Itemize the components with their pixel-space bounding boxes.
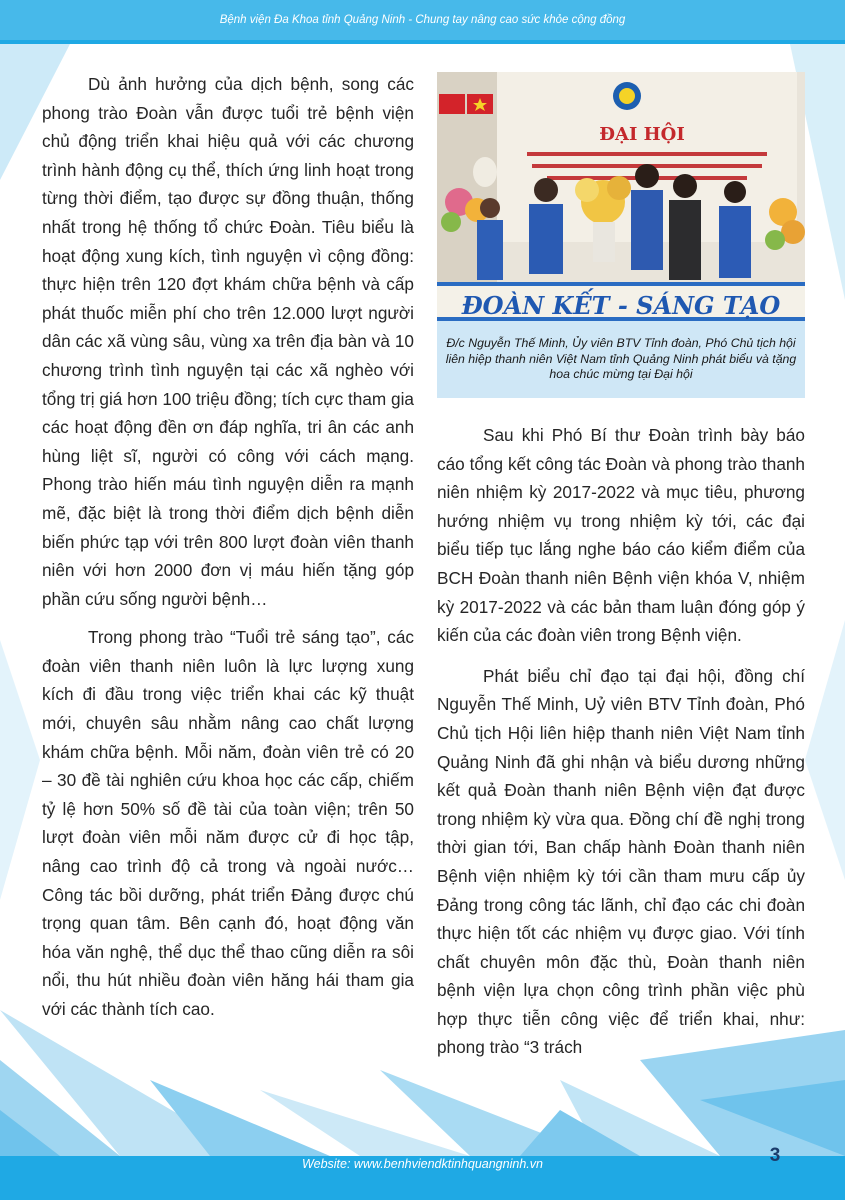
photo-banner-title: ĐẠI HỘI	[599, 124, 685, 145]
header-bar	[0, 0, 845, 44]
page-number: 3	[769, 1145, 781, 1166]
right-paragraph-2: Phát biểu chỉ đạo tại đại hội, đồng chí Nguyễn Thế Minh, Uỷ viên BTV Tỉnh đoàn, Phó Chủ tịch Hội liên hiệp thanh niên Việt Nam tỉnh Quảng Ninh đã ghi nhận và biểu dương những kết quả Đoàn thanh niên Bệnh viện đạt được trong nhiệm kỳ vừa qua. Đồng chí đề nghị trong thời gian tới, Ban chấp hành Đoàn thanh niên Bệnh viện nhiệm kỳ tới cần tham mưu cấp ủy Đảng trong công tác lãnh, chỉ đạo các chi đoàn thực hiện tốt các nhiệm vụ được giao. Với tính chất chuyên môn đặc thù, Đoàn thanh niên bệnh viện lựa chọn công trình phần việc phù hợp thực tiễn công việc để triển khai, như: phong trào “3 trách	[437, 665, 805, 1058]
left-paragraph-1: Dù ảnh hưởng của dịch bệnh, song các phong trào Đoàn vẫn được tuổi trẻ bệnh viện chủ động triển khai hiệu quả với các chương trình hành động cụ thể, thích ứng linh hoạt trong từng thời điểm, tạo được sự đồng thuận, thống nhất trong hệ thống tổ chức Đoàn. Tiêu biểu là hoạt động xung kích, tình nguyện vì cộng đồng: thực hiện trên 120 đợt khám chữa bệnh và cấp phát thuốc miễn phí cho trên 12.000 lượt người dân các xã vùng sâu, vùng xa trên địa bàn và 10 chương trình tình nguyện tại các xã nghèo với tổng trị giá hơn 100 triệu đồng; tích cực tham gia các hoạt động đền ơn đáp nghĩa, tri ân các anh hùng liệt sĩ, người có công với cách mạng. Phong trào hiến máu tình nguyện diễn ra mạnh mẽ, đặc biệt là trong thời điểm dịch bệnh diễn biến phức tạp với trên 800 lượt đoàn viên thanh niên với hơn 2000 đơn vị máu hiến tặng góp phần cứu sống người bệnh…	[42, 74, 414, 609]
header-inner	[0, 0, 845, 40]
right-column	[437, 421, 805, 1062]
photo-caption-text: Đ/c Nguyễn Thế Minh, Ủy viên BTV Tỉnh đoàn, Phó Chủ tịch hội liên hiệp thanh niên Việt Nam tỉnh Quảng Ninh phát biểu và tặng hoa chúc mừng tại Đại hội	[445, 336, 797, 382]
footer-website[interactable]: Website: www.benhviendktinhquangninh.vn	[302, 1157, 543, 1171]
photo-caption	[437, 321, 805, 398]
header-title: Bệnh viện Đa Khoa tỉnh Quảng Ninh - Chung tay nâng cao sức khỏe cộng đồng	[219, 14, 626, 26]
right-paragraph-1: Sau khi Phó Bí thư Đoàn trình bày báo cáo tổng kết công tác Đoàn và phong trào thanh niên nhiệm kỳ 2017-2022 và mục tiêu, phương hướng nhiệm vụ trong nhiệm kỳ tới, các đại biểu tiếp tục lắng nghe báo cáo kiểm điểm của BCH Đoàn thanh niên Bệnh viện khóa V, nhiệm kỳ 2017-2022 và các bản tham luận đóng góp ý kiến của các đoàn viên trong Bệnh viện.	[437, 425, 805, 646]
event-photo	[437, 72, 805, 321]
event-photo-icon	[437, 72, 805, 321]
photo-bottom-banner: ĐOÀN KẾT - SÁNG TẠO	[461, 291, 781, 320]
left-column	[42, 70, 414, 1024]
left-paragraph-2: Trong phong trào “Tuổi trẻ sáng tạo”, các đoàn viên thanh niên luôn là lực lượng xung kích đi đầu trong việc triển khai các kỹ thuật mới, chuyên sâu nhằm nâng cao chất lượng khám chữa bệnh. Mỗi năm, đoàn viên trẻ có 20 – 30 đề tài nghiên cứu khoa học các cấp, chiếm tỷ lệ hơn 50% số đề tài của toàn viện; trên 50 lượt đoàn viên mỗi năm được cử đi học tập, nâng cao trình độ cả trong và ngoài nước… Công tác bồi dưỡng, phát triển Đảng được chú trọng quan tâm. Bên cạnh đó, hoạt động văn hóa văn nghệ, thể dục thể thao cũng diễn ra sôi nổi, thu hút nhiều đoàn viên hăng hái tham gia với các thành tích cao.	[42, 627, 414, 1019]
